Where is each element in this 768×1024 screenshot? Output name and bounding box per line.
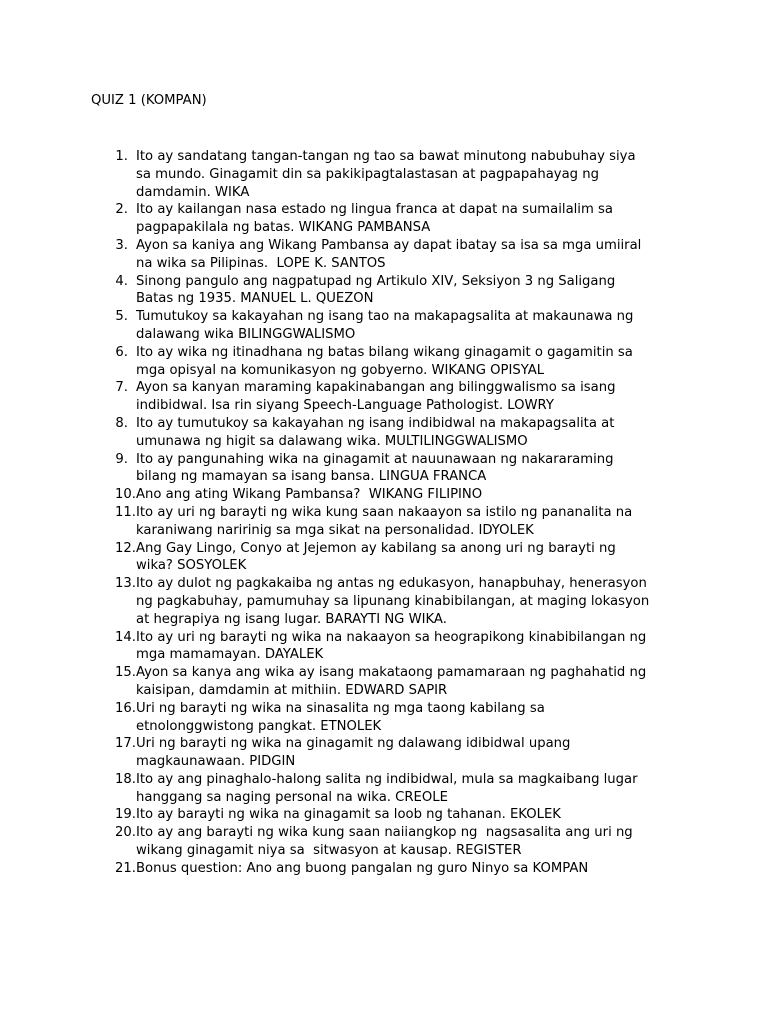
- question-text-line: Ito ay pangunahing wika na ginagamit at nauunawaan ng nakararaming: [136, 451, 614, 467]
- question-text-line: Ayon sa kaniya ang Wikang Pambansa ay dapat ibatay sa isa sa mga umiiral: [136, 237, 642, 253]
- question-number: 10.: [115, 487, 136, 503]
- question-text-line: Batas ng 1935. MANUEL L. QUEZON: [136, 291, 374, 307]
- question-number: 4.: [115, 273, 128, 289]
- question-text-line: Tumutukoy sa kakayahan ng isang tao na makapagsalita at makaunawa ng: [136, 309, 634, 325]
- question-text: [128, 273, 691, 309]
- quiz-question-item: [91, 824, 691, 860]
- quiz-question-item: [91, 451, 691, 487]
- question-text-line: at hegrapiya ng isang lugar. BARAYTI NG WIKA.: [136, 611, 447, 627]
- quiz-question-item: [91, 771, 691, 807]
- question-text-line: bilang ng mamayan sa isang bansa. LINGUA FRANCA: [136, 469, 487, 485]
- question-number: 2.: [115, 202, 128, 218]
- question-text-line: Ito ay ang pinaghalo-halong salita ng indibidwal, mula sa magkaibang lugar: [136, 771, 638, 787]
- question-text-line: Ayon sa kanya ang wika ay isang makataong pamamaraan ng paghahatid ng: [136, 665, 647, 681]
- question-text-line: Bonus question: Ano ang buong pangalan ng guro Ninyo sa KOMPAN: [136, 860, 589, 876]
- question-text: [136, 824, 691, 860]
- question-text-line: wika? SOSYOLEK: [136, 558, 247, 574]
- question-text: [136, 771, 691, 807]
- question-text: [128, 379, 691, 415]
- question-number: 3.: [115, 237, 128, 253]
- question-number: 8.: [115, 415, 128, 431]
- question-number: 1.: [115, 149, 128, 164]
- question-text: [136, 806, 691, 824]
- question-text-line: mga opisyal na komunikasyon ng gobyerno. WIKANG OPISYAL: [136, 362, 545, 378]
- question-text-line: Sinong pangulo ang nagpatupad ng Artikulo XIV, Seksiyon 3 ng Saligang: [136, 273, 616, 289]
- quiz-question-item: [91, 201, 691, 237]
- question-number: 6.: [115, 344, 128, 360]
- quiz-question-item: [91, 860, 691, 878]
- quiz-question-item: [91, 806, 691, 824]
- quiz-question-item: [91, 148, 691, 201]
- question-number: 11.: [115, 504, 136, 520]
- question-text: [128, 451, 691, 487]
- question-text-line: Ito ay ang barayti ng wika kung saan naiiangkop ng nagsasalita ang uri ng: [136, 825, 633, 841]
- question-text-line: magkaunawaan. PIDGIN: [136, 754, 296, 770]
- question-text-line: Ang Gay Lingo, Conyo at Jejemon ay kabilang sa anong uri ng barayti ng: [136, 540, 616, 556]
- question-text-line: ng pagkabuhay, pamumuhay sa lipunang kinabibilangan, at maging lokasyon: [136, 593, 650, 609]
- question-text: [128, 148, 691, 201]
- question-text-line: pagpapakilala ng batas. WIKANG PAMBANSA: [136, 220, 431, 236]
- quiz-question-item: [91, 575, 691, 628]
- question-text-line: Ito ay tumutukoy sa kakayahan ng isang indibidwal na makapagsalita at: [136, 415, 615, 431]
- question-text: [136, 860, 691, 878]
- quiz-question-item: [91, 344, 691, 380]
- quiz-question-item: [91, 486, 691, 504]
- question-text-line: etnolonggwistong pangkat. ETNOLEK: [136, 718, 382, 734]
- quiz-question-item: [91, 379, 691, 415]
- question-text-line: Ito ay kailangan nasa estado ng lingua franca at dapat na sumailalim sa: [136, 202, 613, 218]
- quiz-question-item: [91, 308, 691, 344]
- question-text-line: indibidwal. Isa rin siyang Speech-Language Pathologist. LOWRY: [136, 398, 554, 414]
- question-text: [136, 700, 691, 736]
- question-text: [136, 504, 691, 540]
- question-text-line: kaisipan, damdamin at mithiin. EDWARD SAPIR: [136, 682, 448, 698]
- question-text-line: Uri ng barayti ng wika na sinasalita ng mga taong kabilang sa: [136, 700, 545, 716]
- question-number: 18.: [115, 771, 136, 787]
- question-text-line: Ito ay uri ng barayti ng wika kung saan nakaayon sa istilo ng pananalita na: [136, 504, 633, 520]
- quiz-question-item: [91, 735, 691, 771]
- question-text-line: mga mamamayan. DAYALEK: [136, 647, 324, 663]
- quiz-question-item: [91, 664, 691, 700]
- question-number: 14.: [115, 629, 136, 645]
- question-number: 12.: [115, 540, 136, 556]
- quiz-question-list: [91, 148, 691, 878]
- quiz-question-item: [91, 504, 691, 540]
- question-number: 17.: [115, 736, 136, 752]
- question-text-line: damdamin. WIKA: [136, 184, 250, 200]
- question-text: [136, 486, 691, 504]
- question-text-line: Ito ay barayti ng wika na ginagamit sa loob ng tahanan. EKOLEK: [136, 807, 561, 823]
- question-text: [128, 308, 691, 344]
- question-text-line: Ito ay dulot ng pagkakaiba ng antas ng edukasyon, hanapbuhay, henerasyon: [136, 576, 647, 592]
- question-number: 13.: [115, 576, 136, 592]
- question-text: [136, 735, 691, 771]
- question-text: [128, 344, 691, 380]
- question-text-line: karaniwang naririnig sa mga sikat na personalidad. IDYOLEK: [136, 522, 534, 538]
- question-number: 7.: [115, 380, 128, 396]
- question-text: [128, 415, 691, 451]
- question-text: [136, 540, 691, 576]
- question-text: [136, 629, 691, 665]
- question-number: 16.: [115, 700, 136, 716]
- question-text: [128, 237, 691, 273]
- quiz-question-item: [91, 237, 691, 273]
- question-number: 15.: [115, 665, 136, 681]
- question-text: [136, 575, 691, 628]
- question-text-line: na wika sa Pilipinas. LOPE K. SANTOS: [136, 255, 386, 271]
- question-number: 5.: [115, 309, 128, 325]
- quiz-question-item: [91, 415, 691, 451]
- question-text-line: dalawang wika BILINGGWALISMO: [136, 326, 356, 342]
- question-text-line: Ito ay uri ng barayti ng wika na nakaayon sa heograpikong kinabibilangan ng: [136, 629, 647, 645]
- quiz-question-item: [91, 540, 691, 576]
- question-text-line: Ayon sa kanyan maraming kapakinabangan ang bilinggwalismo sa isang: [136, 380, 616, 396]
- question-text-line: Ito ay wika ng itinadhana ng batas bilang wikang ginagamit o gagamitin sa: [136, 344, 633, 360]
- page-title: QUIZ 1 (KOMPAN): [91, 93, 207, 108]
- question-text-line: Ano ang ating Wikang Pambansa? WIKANG FILIPINO: [136, 487, 483, 503]
- question-number: 19.: [115, 807, 136, 823]
- question-text-line: wikang ginagamit niya sa sitwasyon at kausap. REGISTER: [136, 843, 522, 859]
- question-text: [128, 201, 691, 237]
- question-text-line: umunawa ng higit sa dalawang wika. MULTILINGGWALISMO: [136, 433, 528, 449]
- quiz-question-item: [91, 273, 691, 309]
- question-text: [136, 664, 691, 700]
- quiz-question-item: [91, 629, 691, 665]
- question-number: 20.: [115, 825, 136, 841]
- question-text-line: sa mundo. Ginagamit din sa pakikipagtalastasan at pagpapahayag ng: [136, 166, 599, 182]
- question-number: 9.: [115, 451, 128, 467]
- quiz-question-item: [91, 700, 691, 736]
- question-text-line: Uri ng barayti ng wika na ginagamit ng dalawang idibidwal upang: [136, 736, 571, 752]
- question-number: 21.: [115, 860, 136, 876]
- question-text-line: hanggang sa naging personal na wika. CREOLE: [136, 789, 448, 805]
- question-text-line: Ito ay sandatang tangan-tangan ng tao sa bawat minutong nabubuhay siya: [136, 149, 636, 164]
